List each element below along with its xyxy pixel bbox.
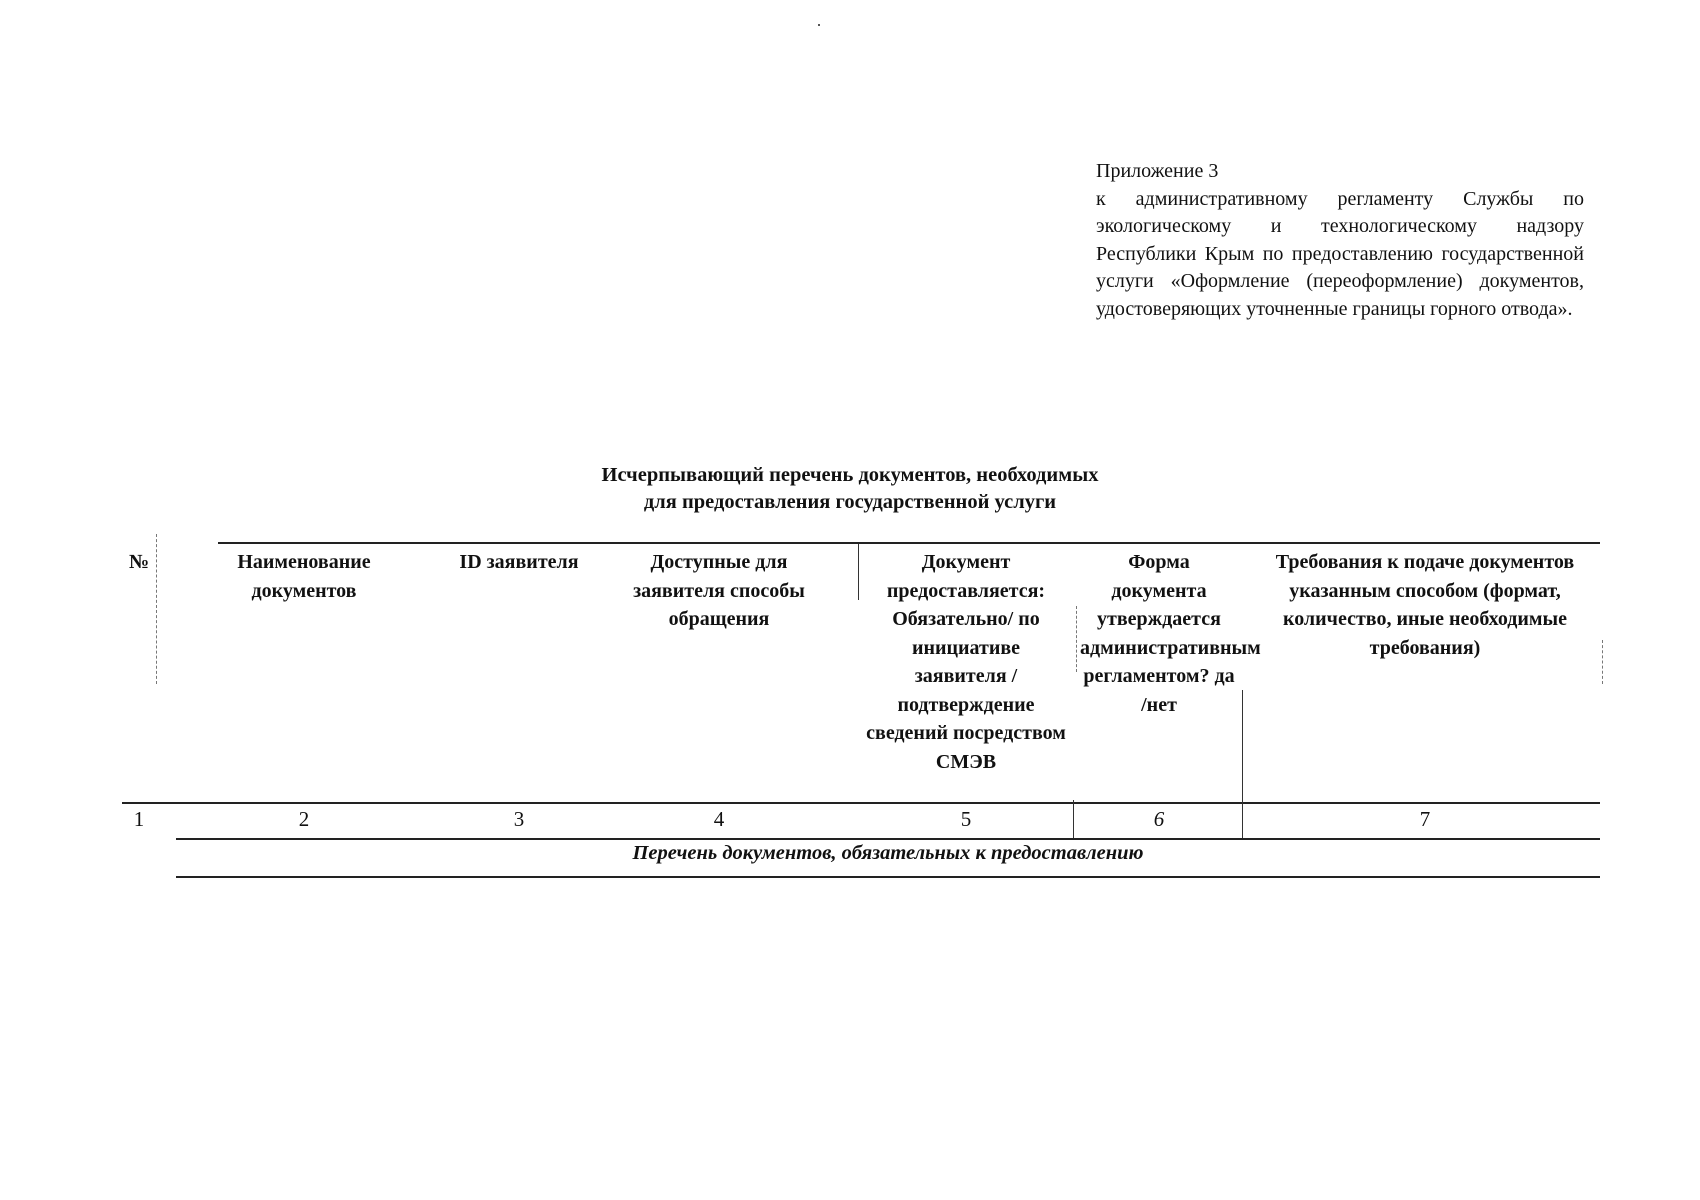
appendix-title: Приложение 3 [1096,160,1219,182]
header-col-4: Доступные для заявителя способы обращения [633,551,805,630]
col-number-3: 3 [513,807,525,831]
header-col-5: Документ предоставляется: Обязательно/ по инициативе заявителя /подтверждение сведений посредством СМЭВ [866,551,1066,773]
col-number-5: 5 [960,807,972,831]
document-title-line-1: Исчерпывающий перечень документов, необходимых [601,464,1099,486]
col-number-6: 6 [1153,807,1165,831]
col-sep-6 [1242,690,1243,838]
header-col-1: № [128,551,150,573]
header-col-2: Наименование документов [237,551,371,602]
col-number-7: 7 [1419,807,1431,831]
col-sep-4 [858,544,859,600]
section-bottom-border [176,876,1600,878]
header-col-7: Требования к подаче документов указанным способом (формат, количество, иные необходимые требования) [1275,551,1575,659]
appendix-body: к административному регламенту Службы по экологическому и технологическому надзору Республики Крым по предоставлению государственной услуги «Оформление (переоформление) документов, удостоверяющих уточненные границы горного отвода». [1096,187,1584,320]
col-number-2: 2 [298,807,310,831]
col-sep-5b [1073,800,1074,838]
col-sep-1 [156,534,157,684]
col-number-4: 4 [713,807,725,831]
col-number-1: 1 [133,807,145,831]
header-col-3: ID заявителя [459,551,579,573]
document-title-line-2: для предоставления государственной услуги [643,491,1057,513]
header-col-6: Форма документа утверждается административным регламентом? да /нет [1080,551,1261,716]
col-sep-5 [1076,606,1077,672]
section-row-required-documents: Перечень документов, обязательных к предоставлению [632,842,1144,864]
table-top-border [218,542,1600,544]
header-bottom-border [122,802,1600,804]
col-sep-right [1602,640,1603,684]
